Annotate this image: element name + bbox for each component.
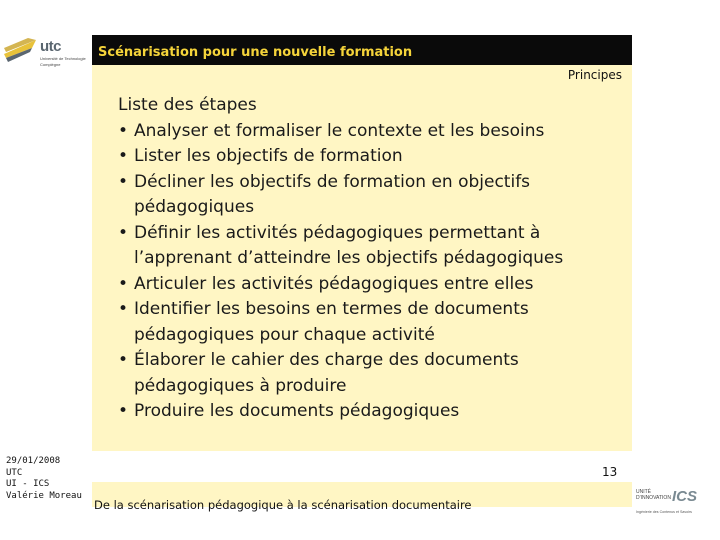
list-item <box>118 221 618 272</box>
footer-bar <box>92 482 632 512</box>
header-bar <box>92 35 632 65</box>
list-item-text: Produire les documents pédagogiques <box>134 401 460 421</box>
list-item-text: pédagogiques pour chaque activité <box>134 324 435 345</box>
page-number: 13 <box>602 465 618 479</box>
partner-logo-mark: ICS <box>672 488 698 505</box>
partner-logo-line2: D'INNOVATION <box>636 495 671 501</box>
bullet-icon: • <box>118 120 129 141</box>
logo-subtitle-line1: Université de Technologie <box>40 56 86 61</box>
bullet-icon: • <box>118 146 129 166</box>
list-item-text: pédagogiques à produire <box>134 375 347 396</box>
list-item <box>118 297 618 348</box>
list-item-text: Élaborer le cahier des charge des documents <box>134 350 519 370</box>
utc-logo-emblem-icon <box>2 34 38 64</box>
partner-logo <box>636 490 716 518</box>
list-item-text: Identifier les besoins en termes de documents <box>134 299 529 319</box>
list-item-text: Lister les objectifs de formation <box>134 146 403 166</box>
list-item-text: Définir les activités pédagogiques permettant à <box>134 222 541 243</box>
slide-content <box>118 93 618 425</box>
bullet-icon: • <box>118 273 129 294</box>
logo-name: utc <box>40 38 61 55</box>
footer-text: De la scénarisation pédagogique à la scénarisation documentaire <box>94 498 472 512</box>
bullet-icon: • <box>118 350 129 370</box>
logo-subtitle-line2: Compiègne <box>40 62 61 67</box>
list-heading: Liste des étapes <box>118 95 257 115</box>
list-item <box>118 348 618 399</box>
slide-title: Scénarisation pour une nouvelle formation <box>98 45 413 60</box>
list-item-text: Articuler les activités pédagogiques entre elles <box>134 273 534 294</box>
meta-dept: UI - ICS <box>6 479 50 489</box>
meta-date: 29/01/2008 <box>6 456 61 466</box>
meta-author: Valérie Moreau <box>6 490 82 501</box>
list-item <box>118 399 618 425</box>
list-item <box>118 272 618 298</box>
list-item-text: Analyser et formaliser le contexte et les besoins <box>134 120 545 141</box>
slide-meta <box>6 456 82 502</box>
slide-subtitle: Principes <box>567 68 622 82</box>
partner-logo-line1: UNITÉ <box>636 489 651 495</box>
bullet-icon: • <box>118 171 129 192</box>
bullet-icon: • <box>118 299 129 319</box>
utc-logo <box>2 34 92 70</box>
steps-list <box>118 119 618 425</box>
bullet-icon: • <box>118 222 129 243</box>
list-item <box>118 119 618 145</box>
meta-org: UTC <box>6 467 23 478</box>
list-item-text: Décliner les objectifs de formation en objectifs <box>134 171 531 192</box>
list-item <box>118 170 618 221</box>
bullet-icon: • <box>118 401 129 421</box>
partner-logo-tagline: Ingénierie des Contenus et Savoirs <box>636 510 692 514</box>
list-item-text: l’apprenant d’atteindre les objectifs pédagogiques <box>134 248 564 268</box>
list-item-text: pédagogiques <box>134 197 255 217</box>
list-item <box>118 144 618 170</box>
